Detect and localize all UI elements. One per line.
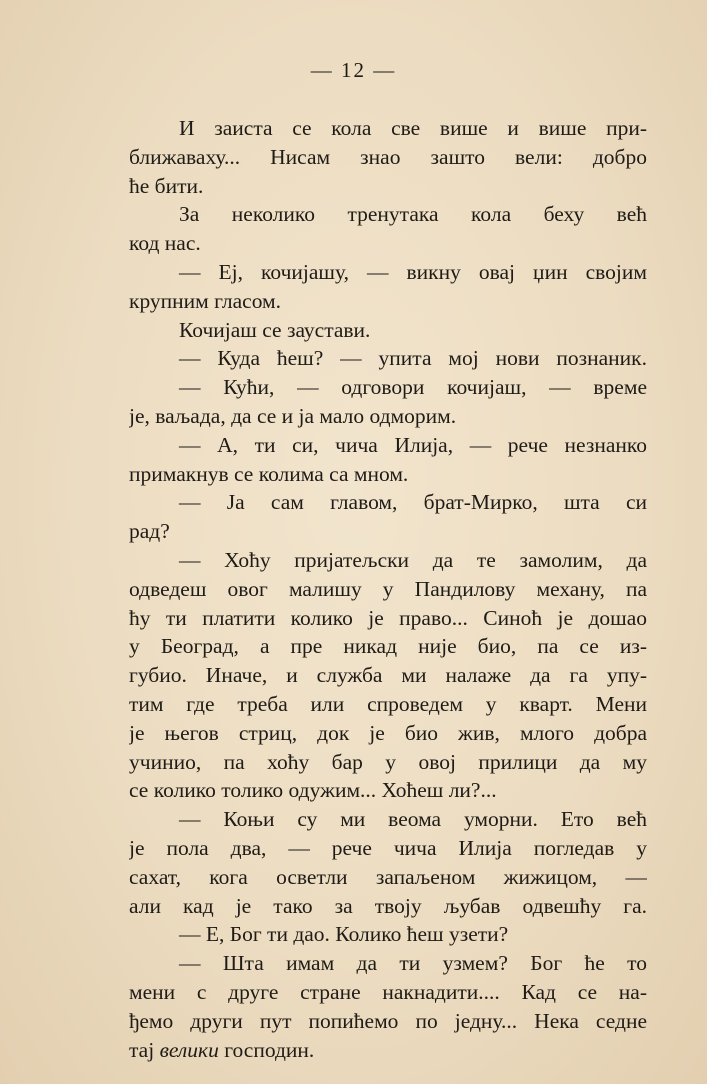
text-line-final [129, 1036, 647, 1065]
text-line: — Ја сам главом, брат-Мирко, шта си [179, 490, 647, 515]
final-line-end: господин. [224, 1037, 315, 1062]
text-line: је његов стриц, док је био жив, млого добра [129, 720, 647, 745]
text-line: Кочијаш се заустави. [179, 317, 371, 342]
text-line: — Коњи су ми веома уморни. Ето већ [179, 807, 647, 832]
text-line: али кад је тако за твоју љубав одвешћу га. [129, 893, 647, 918]
text-line: губио. Иначе, и служба ми налаже да га упу- [129, 663, 647, 688]
text-line: ближаваху... Нисам знао зашто вели: добро [129, 144, 647, 169]
text-line: И заиста се кола све више и више при- [179, 116, 647, 140]
text-line: — Кући, — одговори кочијаш, — време [179, 375, 647, 400]
text-line: је пола два, — рече чича Илија погледав у [129, 835, 647, 860]
text-line: — А, ти си, чича Илија, — рече незнанко [179, 432, 647, 457]
text-line: ћу ти платити колико је право... Синоћ је дошао [129, 605, 647, 630]
text-line: учинио, па хоћу бар у овој прилици да му [129, 749, 647, 774]
text-line: тим где треба или спроведем у кварт. Мени [129, 691, 647, 716]
text-line: — Е, Бог ти дао. Колико ћеш узети? [179, 922, 509, 947]
text-line: је, ваљада, да се и ја мало одморим. [129, 403, 457, 428]
text-line: код нас. [129, 231, 201, 256]
text-line: сахат, кога осветли запаљеном жижицом, — [129, 864, 647, 889]
text-line: се колико толико одужим... Хоћеш ли?... [129, 778, 497, 803]
text-line: примакнув се колима са мном. [129, 461, 409, 486]
text-line: у Београд, а пре никад није био, па се из- [129, 634, 647, 659]
text-line: За неколико тренутака кола беху већ [179, 202, 647, 227]
text-line: ће бити. [129, 173, 204, 198]
italic-word: велики [159, 1037, 219, 1062]
page-number: — 12 — [310, 58, 397, 82]
final-line-start: тај [129, 1037, 155, 1062]
text-line: крупним гласом. [129, 288, 282, 313]
body-text [129, 114, 647, 1064]
text-line: рад? [129, 519, 170, 544]
text-line: одведеш овог малишу у Пандилову механу, па [129, 576, 647, 601]
text-line: — Куда ћеш? — упита мој нови познаник. [179, 346, 647, 371]
text-line: — Хоћу пријатељски да те замолим, да [179, 547, 647, 572]
text-line: — Шта имам да ти узмем? Бог ће то [179, 951, 647, 976]
text-line: — Еј, кочијашу, — викну овај џин својим [179, 259, 647, 284]
text-line: ђемо други пут попићемо по једну... Нека седне [129, 1008, 647, 1033]
text-line: мени с друге стране накнадити.... Кад се на- [129, 979, 647, 1004]
